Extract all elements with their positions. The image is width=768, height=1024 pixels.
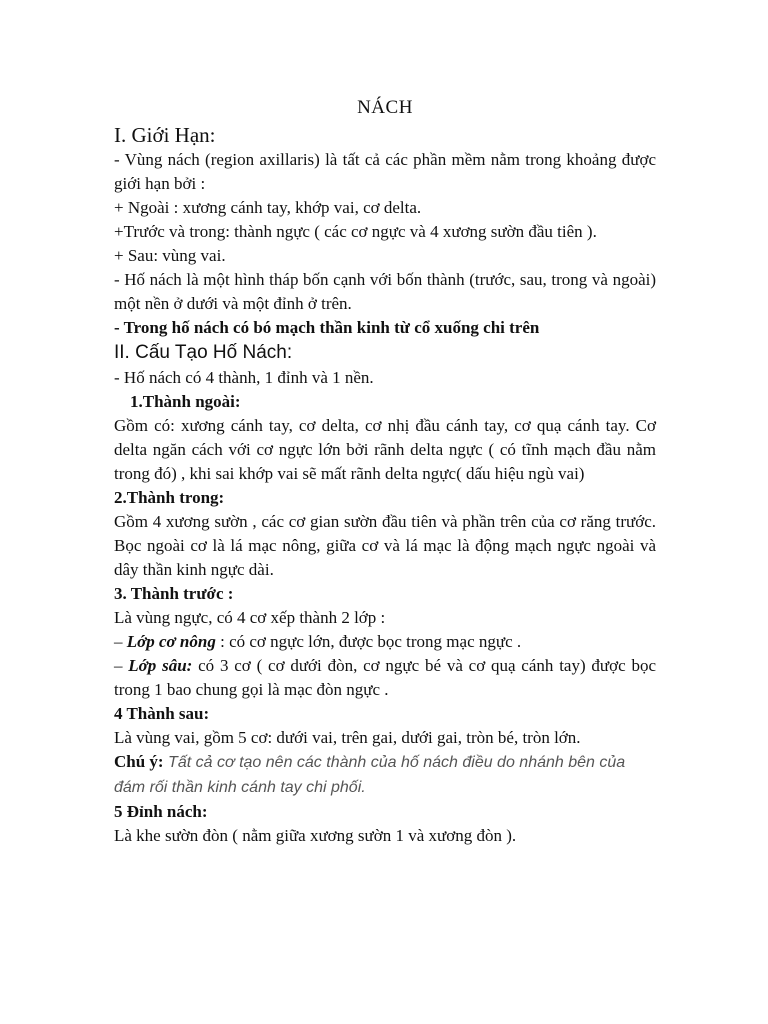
section-1-paragraph-1: - Vùng nách (region axillaris) là tất cả các phần mềm nằm trong khoảng được giới hạn bởi : (114, 150, 656, 193)
apex-title: 5 Đỉnh nách: (114, 802, 208, 821)
section-1-paragraph-4: + Sau: vùng vai. (114, 246, 226, 265)
wall-4-text: Là vùng vai, gồm 5 cơ: dưới vai, trên gai, dưới gai, tròn bé, tròn lớn. (114, 728, 581, 747)
wall-2-text: Gồm 4 xương sườn , các cơ gian sườn đầu tiên và phần trên của cơ răng trước. Bọc ngoài cơ là lá mạc nông, giữa cơ và lá mạc là động mạch ngực ngoài và dây thần kinh ngực dài. (114, 512, 656, 579)
note-label: Chú ý: (114, 752, 164, 771)
wall-3-layer-1 (114, 630, 656, 654)
section-2-heading: II. Cấu Tạo Hố Nách: (114, 342, 293, 363)
section-2-intro: - Hố nách có 4 thành, 1 đỉnh và 1 nền. (114, 368, 374, 387)
layer-2-label: Lớp sâu: (128, 656, 193, 675)
section-1-paragraph-3: +Trước và trong: thành ngực ( các cơ ngực và 4 xương sườn đầu tiên ). (114, 222, 597, 241)
layer-2-text: có 3 cơ ( cơ dưới đòn, cơ ngực bé và cơ quạ cánh tay) được bọc trong 1 bao chung gọi là mạc đòn ngực . (114, 656, 656, 699)
wall-4-title: 4 Thành sau: (114, 704, 210, 723)
page-title: NÁCH (357, 97, 413, 118)
wall-1-title: 1.Thành ngoài: (130, 392, 241, 411)
wall-3-title: 3. Thành trước : (114, 584, 234, 603)
note (114, 750, 656, 800)
wall-3-layer-2 (114, 654, 656, 702)
document-page (114, 96, 656, 848)
note-text: Tất cả cơ tạo nên các thành của hố nách điều do nhánh bên của đám rối thần kinh cánh tay chi phối. (114, 754, 626, 796)
layer-1-label: Lớp cơ nông (126, 632, 216, 651)
layer-1-text: : có cơ ngực lớn, được bọc trong mạc ngực . (215, 632, 522, 651)
dash: – (114, 656, 129, 675)
apex-text: Là khe sườn đòn ( nằm giữa xương sườn 1 và xương đòn ). (114, 826, 517, 845)
wall-3-text: Là vùng ngực, có 4 cơ xếp thành 2 lớp : (114, 608, 386, 627)
dash: – (114, 632, 127, 651)
wall-1-text: Gồm có: xương cánh tay, cơ delta, cơ nhị đầu cánh tay, cơ quạ cánh tay. Cơ delta ngăn cách với cơ ngực lớn bởi rãnh delta ngực ( có tĩnh mạch đầu nằm trong đó) , khi sai khớp vai sẽ mất rãnh delta ngực( dấu hiệu ngù vai) (114, 416, 656, 483)
section-1-heading: I. Giới Hạn: (114, 123, 216, 147)
section-1-paragraph-6: - Trong hố nách có bó mạch thần kinh từ cổ xuống chi trên (114, 318, 540, 337)
section-1-paragraph-2: + Ngoài : xương cánh tay, khớp vai, cơ delta. (114, 198, 422, 217)
wall-2-title: 2.Thành trong: (114, 488, 225, 507)
section-1-paragraph-5: - Hố nách là một hình tháp bốn cạnh với bốn thành (trước, sau, trong và ngoài) một nền ở dưới và một đỉnh ở trên. (114, 270, 656, 313)
